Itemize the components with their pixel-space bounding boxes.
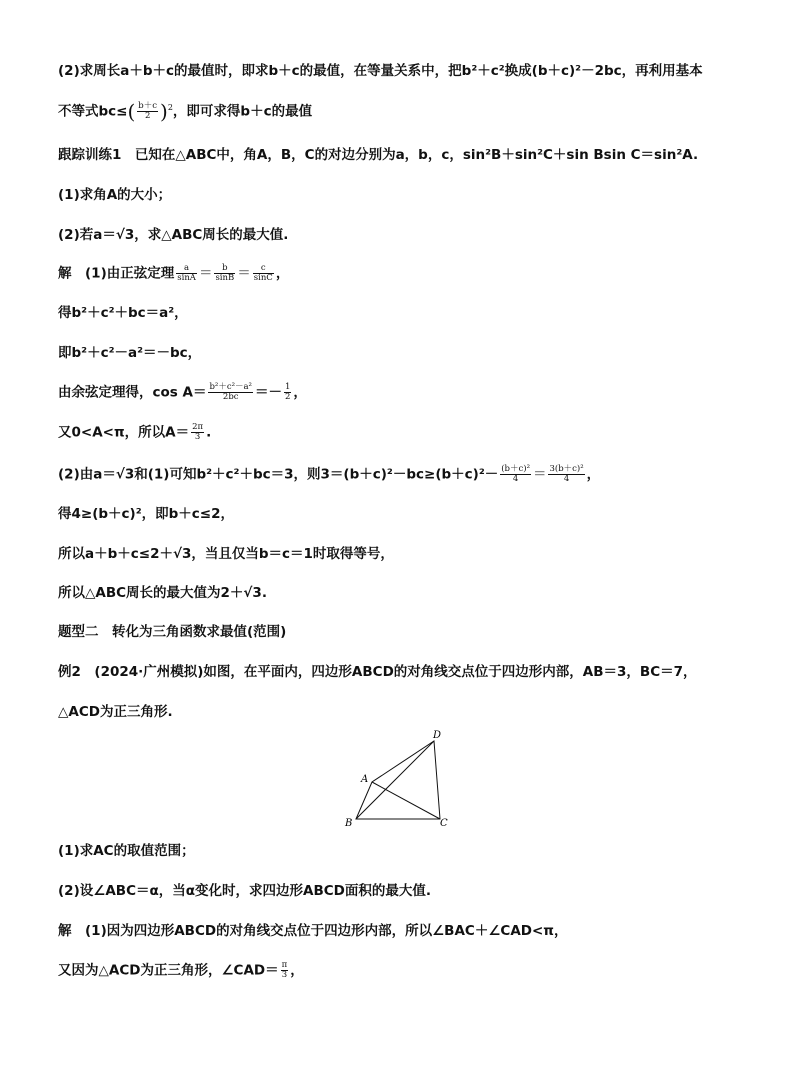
example-2-line-1: 例2 (2024·广州模拟)如图，在平面内，四边形ABCD的对角线交点位于四边形内部，AB＝3，BC＝7，: [58, 664, 697, 680]
solution-line-8: 所以a＋b＋c≤2＋√3，当且仅当b＝c＝1时取得等号，: [58, 546, 394, 562]
example-2-solution-1: 解 (1)因为四边形ABCD的对角线交点位于四边形内部，所以∠BAC＋∠CAD<π，: [58, 923, 568, 939]
fraction: $\frac{b+c}{2}$: [138, 101, 157, 121]
inequality-text: 不等式bc≤: [58, 103, 128, 120]
solution-line-4: 由余弦定理得，cos A＝ $\frac{\text{b²＋c²－a²}}{2bc}$ ＝－ $\frac{1}{2}$ ，: [58, 382, 307, 402]
text-line-2: 不等式bc≤( $\frac{b+c}{2}$ )$^2$，即可求得b＋c的最值: [58, 99, 313, 124]
question-1: (1)求角A的大小；: [58, 187, 172, 203]
exercise-title: 跟踪训练1 已知在△ABC中，角A，B，C的对边分别为a，b，c，sin²B＋sin²C＋sin Bsin C＝sin²A.: [58, 147, 699, 163]
solution-line-7: 得4≥(b＋c)²，即b＋c≤2，: [58, 506, 234, 522]
example-2-line-2: △ACD为正三角形.: [58, 704, 173, 720]
text-line-1: (2)求周长a＋b＋c的最值时，即求b＋c的最值，在等量关系中，把b²＋c²换成(b＋c)²－2bc，再利用基本: [58, 63, 703, 79]
solution-line-6: (2)由a＝√3和(1)可知b²＋c²＋bc＝3，则3＝(b＋c)²－bc≥(b＋c)²－ $\frac{\text{(b＋c)²}}{4}$ ＝ $\frac{\text{3(b＋c)²}}{4}$ ，: [58, 464, 601, 484]
quadrilateral-outline: [356, 741, 440, 819]
diagonal-ac: [372, 782, 440, 819]
solution-line-2: 得b²＋c²＋bc＝a²，: [58, 305, 188, 321]
quadrilateral-diagram: [336, 728, 466, 832]
solution-line-5: 又0<A<π，所以A＝ $\frac{2\pi}{3}$ .: [58, 422, 212, 442]
label-d: D: [433, 730, 442, 741]
conclusion-text: ，即可求得b＋c的最值: [172, 103, 313, 120]
example-2-question-1: (1)求AC的取值范围；: [58, 843, 195, 859]
label-b: B: [345, 818, 353, 829]
solution-line-9: 所以△ABC周长的最大值为2＋√3.: [58, 585, 267, 601]
example-2-solution-2: 又因为△ACD为正三角形，∠CAD＝ $\frac{\pi}{3}$ ，: [58, 960, 304, 980]
label-a: A: [361, 774, 369, 785]
question-2: (2)若a＝√3，求△ABC周长的最大值.: [58, 227, 289, 243]
label-c: C: [440, 818, 448, 829]
solution-line-3: 即b²＋c²－a²＝－bc，: [58, 345, 202, 361]
example-2-question-2: (2)设∠ABC＝α，当α变化时，求四边形ABCD面积的最大值.: [58, 883, 432, 899]
section-heading: 题型二 转化为三角函数求最值(范围): [58, 624, 287, 640]
solution-line-1: 解 (1)由正弦定理 $\frac{a}{\sin A}$ ＝ $\frac{b}{\sin B}$ ＝ $\frac{c}{\sin C}$ ，: [58, 263, 290, 283]
